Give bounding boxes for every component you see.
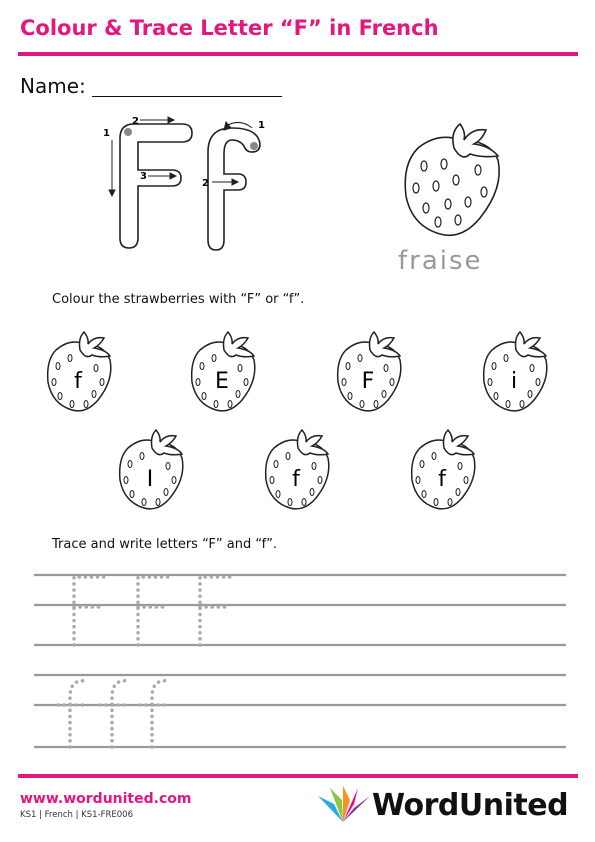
strawberry-card <box>338 332 401 411</box>
stroke-number: 1 <box>258 120 265 131</box>
stroke-number: 3 <box>140 171 147 182</box>
strawberry-card <box>48 332 111 411</box>
strawberry-letter: f <box>292 467 300 492</box>
stroke-number: 2 <box>202 178 209 189</box>
name-field[interactable] <box>92 96 282 97</box>
name-label: Name: <box>20 74 86 98</box>
colour-instruction: Colour the strawberries with “F” or “f”. <box>52 292 305 307</box>
stroke-number: 1 <box>103 128 110 139</box>
website-link[interactable]: www.wordunited.com <box>20 791 192 807</box>
arrow-down-icon <box>109 190 115 196</box>
worksheet-code: KS1 | French | KS1-FRE006 <box>20 810 134 820</box>
wordunited-logo-icon <box>312 784 374 824</box>
footer-divider <box>18 774 578 778</box>
arrow-right-icon <box>232 179 238 185</box>
strawberry-letter: f <box>74 369 82 394</box>
strawberry-card <box>412 430 475 509</box>
strawberry-letter: F <box>361 369 375 394</box>
strawberry-icon <box>398 118 508 246</box>
strawberry-letter: I <box>146 467 154 492</box>
brand-name: WordUnited <box>372 788 569 823</box>
strawberry-card <box>484 332 547 411</box>
strawberry-grid <box>40 330 560 520</box>
strawberry-letter: E <box>215 369 229 394</box>
strawberry-card <box>120 430 183 509</box>
arrow-curve-icon <box>224 122 231 130</box>
strawberry-card <box>266 430 329 509</box>
strawberry-card <box>192 332 255 411</box>
strawberry-letter: f <box>438 467 446 492</box>
page-title: Colour & Trace Letter “F” in French <box>20 16 439 40</box>
uppercase-f-outline <box>120 124 192 248</box>
tracing-area[interactable] <box>30 565 570 755</box>
letter-stroke-guide <box>100 110 280 255</box>
trace-instruction: Trace and write letters “F” and “f”. <box>52 537 278 552</box>
dotted-lowercase-f <box>58 681 168 747</box>
french-word: fraise <box>398 246 483 276</box>
arrow-right-icon <box>168 117 174 123</box>
dotted-uppercase-f <box>74 577 234 645</box>
arrow-right-icon <box>170 173 176 179</box>
start-dot-icon <box>124 128 132 136</box>
start-dot-icon <box>250 142 258 150</box>
strawberry-letter: i <box>510 369 518 394</box>
header-divider <box>18 52 578 56</box>
stroke-number: 2 <box>132 116 139 127</box>
